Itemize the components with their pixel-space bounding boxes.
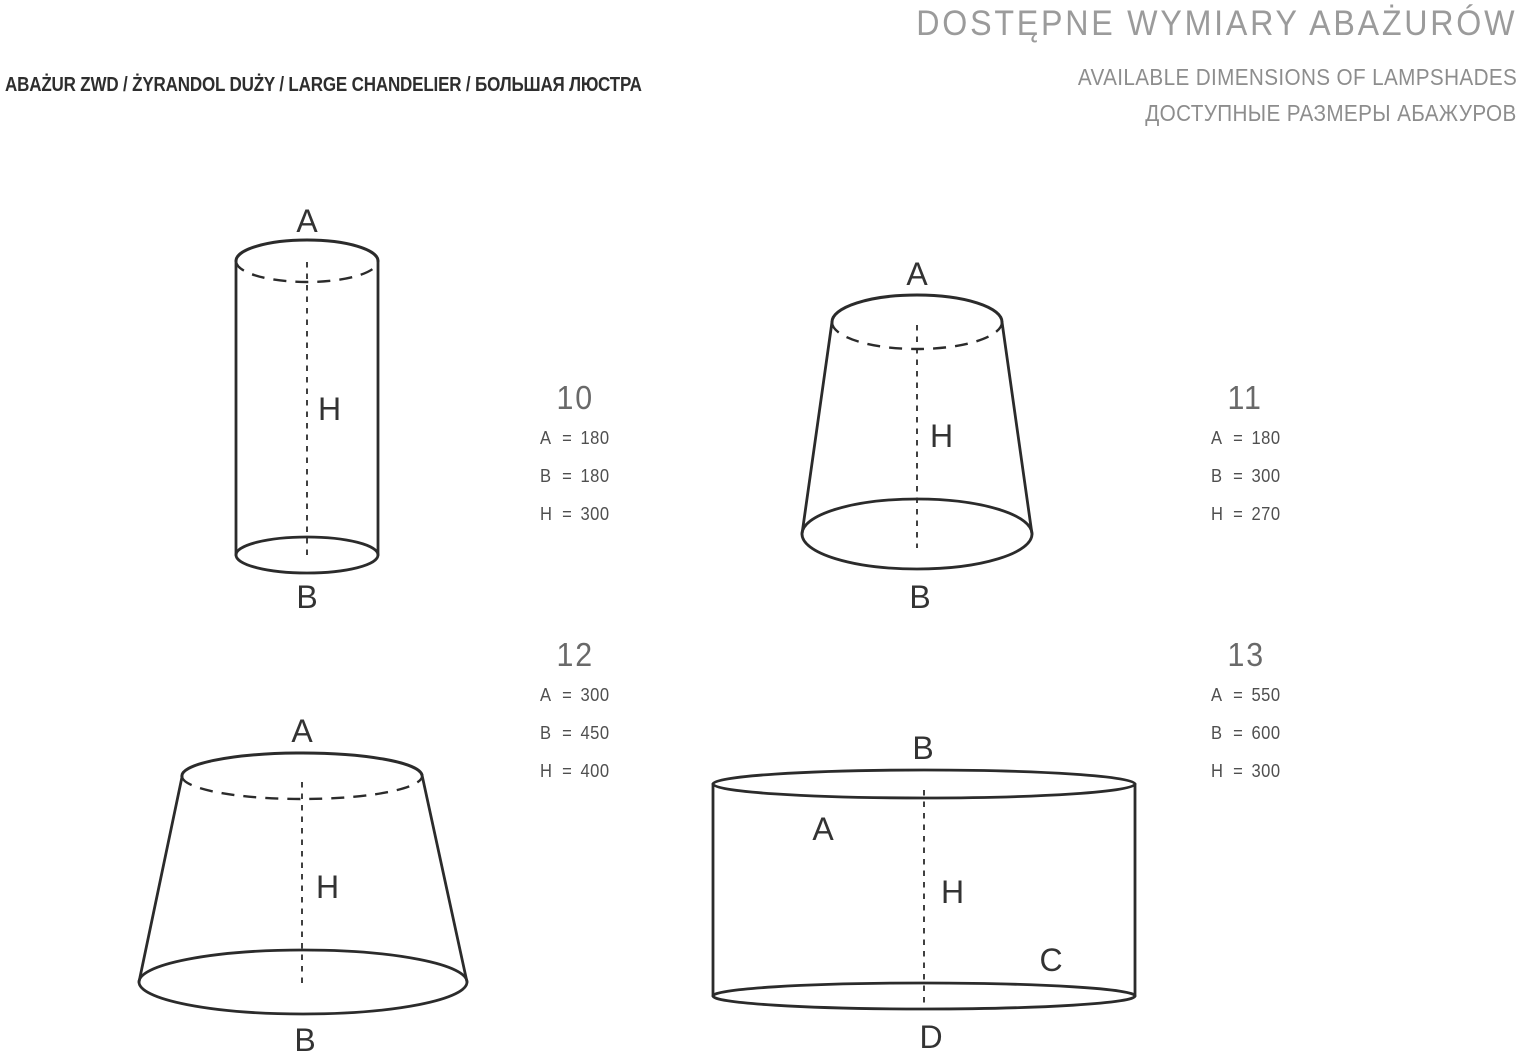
- spec-block-13: [1211, 636, 1340, 799]
- spec-10-row-h: [540, 504, 669, 524]
- equals-sign: =: [562, 723, 573, 743]
- page-title-pl: DOSTĘPNE WYMIARY ABAŻURÓW: [916, 4, 1517, 43]
- dim-value: 600: [1251, 723, 1281, 743]
- spec-block-11: [1211, 379, 1340, 542]
- drum13-top-diameter-label: B: [912, 730, 934, 766]
- spec-11-row-b: [1211, 466, 1340, 486]
- spec-13-row-h: [1211, 761, 1340, 781]
- dim-value: 270: [1251, 504, 1281, 524]
- dim-value: 450: [580, 723, 610, 743]
- dim-label: B: [1211, 723, 1223, 743]
- dim-value: 550: [1251, 685, 1281, 705]
- equals-sign: =: [562, 466, 573, 486]
- dim-value: 180: [580, 466, 610, 486]
- cylinder10-height-label: H: [318, 391, 342, 427]
- lampshade-11-cone-diagram: [802, 256, 1032, 615]
- equals-sign: =: [562, 685, 573, 705]
- dim-value: 300: [1251, 761, 1281, 781]
- product-line-heading: ABAŻUR ZWD / ŻYRANDOL DUŻY / LARGE CHANDELIER / БОЛЬШАЯ ЛЮСТРА: [5, 74, 642, 96]
- cylinder10-top-diameter-label: A: [296, 203, 318, 239]
- dim-label: H: [1211, 761, 1224, 781]
- spec-block-10: [540, 379, 669, 542]
- spec-11-row-h: [1211, 504, 1340, 524]
- cylinder10-bottom-diameter-label: B: [296, 579, 318, 615]
- spec-13-number: 13: [1227, 636, 1266, 673]
- lampshade-12-cone-diagram: [139, 713, 467, 1057]
- cone11-height-label: H: [930, 418, 954, 454]
- spec-13-row-a: [1211, 685, 1340, 705]
- spec-11-number: 11: [1227, 379, 1263, 416]
- spec-block-12: [540, 636, 669, 799]
- spec-11-row-a: [1211, 428, 1340, 448]
- spec-12-row-b: [540, 723, 669, 743]
- dim-value: 300: [580, 504, 610, 524]
- dim-value: 180: [580, 428, 610, 448]
- equals-sign: =: [562, 504, 573, 524]
- page-title-ru: ДОСТУПНЫЕ РАЗМЕРЫ АБАЖУРОВ: [1145, 100, 1517, 126]
- spec-13-row-b: [1211, 723, 1340, 743]
- cone12-bottom-diameter-label: B: [294, 1022, 316, 1057]
- dim-value: 300: [580, 685, 610, 705]
- dim-value: 300: [1251, 466, 1281, 486]
- dim-label: H: [1211, 504, 1224, 524]
- equals-sign: =: [1233, 466, 1244, 486]
- equals-sign: =: [562, 428, 573, 448]
- cone11-top-diameter-label: A: [906, 256, 928, 292]
- dim-label: H: [540, 504, 553, 524]
- equals-sign: =: [1233, 685, 1244, 705]
- spec-12-row-a: [540, 685, 669, 705]
- cone12-top-diameter-label: A: [291, 713, 313, 749]
- lampshade-13-drum-diagram: [713, 730, 1135, 1055]
- dim-label: H: [540, 761, 553, 781]
- dim-label: A: [1211, 685, 1223, 705]
- spec-12-number: 12: [556, 636, 595, 673]
- equals-sign: =: [1233, 723, 1244, 743]
- equals-sign: =: [1233, 428, 1244, 448]
- dim-value: 400: [580, 761, 610, 781]
- dim-label: A: [540, 685, 552, 705]
- dim-label: A: [540, 428, 552, 448]
- spec-12-row-h: [540, 761, 669, 781]
- dim-label: B: [540, 466, 552, 486]
- drum13-height-label: H: [941, 874, 965, 910]
- equals-sign: =: [562, 761, 573, 781]
- dim-label: A: [1211, 428, 1223, 448]
- spec-10-row-b: [540, 466, 669, 486]
- dim-label: B: [1211, 466, 1223, 486]
- dim-label: B: [540, 723, 552, 743]
- equals-sign: =: [1233, 504, 1244, 524]
- dim-value: 180: [1251, 428, 1281, 448]
- spec-10-row-a: [540, 428, 669, 448]
- cone12-height-label: H: [316, 869, 340, 905]
- drum13-lower-side-label: C: [1039, 942, 1063, 978]
- cone11-bottom-diameter-label: B: [909, 579, 931, 615]
- equals-sign: =: [1233, 761, 1244, 781]
- drum13-bottom-diameter-label: D: [919, 1019, 943, 1055]
- page-title-en: AVAILABLE DIMENSIONS OF LAMPSHADES: [1077, 64, 1517, 90]
- spec-10-number: 10: [556, 379, 595, 416]
- drum13-upper-side-label: A: [812, 811, 834, 847]
- lampshade-10-cylinder-diagram: [236, 203, 378, 615]
